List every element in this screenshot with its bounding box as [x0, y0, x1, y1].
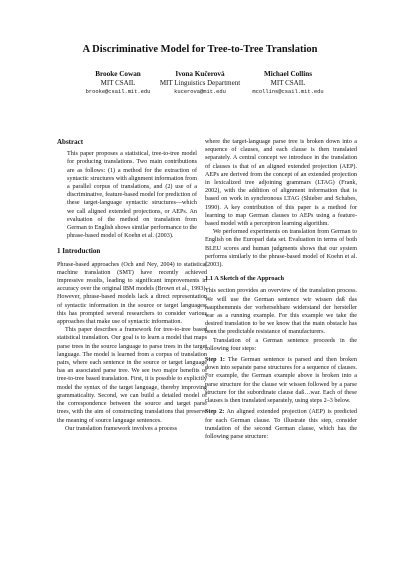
abstract-text: This paper proposes a statistical, tree-to-tree model for producing translations. Two main contributions are as follows: (1) a method for the extraction of syntactic structures with alignment information from a parallel corpus of translations, and (2) use of a discriminative, feature-based model for prediction of these target-language syntactic structures—which we call aligned extended projections, or AEPs. An evaluation of the method on translation from German to English shows similar performance to the phrase-based model of Koehn et al. (2003). — [67, 151, 197, 240]
paragraph: Phrase-based approaches (Och and Ney, 2004) to statistical machine translation (SMT) have recently achieved impressive results, leading to significant improvements in accuracy over the original IBM models (Brown et al., 1993). However, phrase-based models lack a direct representation of syntactic information in the source or target languages; this has prompted several researchers to consider various approaches that make use of syntactic information. — [57, 261, 207, 326]
author-email: mcollins@csail.mit.edu — [252, 89, 324, 95]
left-column — [57, 138, 207, 433]
step-paragraph — [205, 356, 357, 405]
paragraph: Translation of a German sentence proceeds in the following four steps: — [205, 337, 357, 352]
author-affiliation: MIT Linguistics Department — [159, 79, 241, 87]
author-name: Michael Collins — [263, 70, 313, 78]
subsection-heading: 1.1 A Sketch of the Approach — [205, 275, 285, 283]
author-affiliation: MIT CSAIL — [100, 79, 136, 87]
author-name: Ivona Kučerová — [175, 70, 225, 78]
right-column — [205, 138, 357, 441]
step-label: Step 1: — [205, 357, 225, 364]
author-name: Brooke Cowan — [95, 70, 141, 78]
abstract-heading: Abstract — [57, 138, 84, 146]
step-text: An aligned extended projection (AEP) is predicted for each German clause. To illustrate this step, consider translation of the second German clause, which has the following parse structure: — [205, 409, 357, 440]
paragraph: Our translation framework involves a process — [65, 425, 178, 432]
author-affiliation: MIT CSAIL — [270, 79, 306, 87]
author-block — [223, 70, 353, 97]
author-email: brooke@csail.mit.edu — [85, 89, 151, 95]
step-label: Step 2: — [205, 409, 225, 416]
paragraph: This paper describes a framework for tree-to-tree based statistical translation. Our goal is to learn a model that maps parse trees in the source language to parse trees in the target language. The model is learned from a corpus of translation pairs, where each sentence in the source or target language has an associated parse tree. We see two major benefits of tree-to-tree based translation. First, it is possible to explicitly model the syntax of the target language, thereby improving grammaticality. Second, we can build a detailed model of the correspondence between the source and target parse trees, with the aim of constructing translations that preserve the meaning of source language sentences. — [57, 327, 207, 424]
author-email: kucerova@mit.edu — [174, 89, 226, 95]
section-heading: 1 Introduction — [57, 247, 101, 256]
paragraph: This section provides an overview of the translation process. We will use the German sentence wir wissen daß das haupthemmnis der vorhersehbare widerstand der hersteller war as a running example. For this example we take the desired translation to be we know that the main obstacle has been the predictable resistance of manufacturers. — [205, 288, 357, 336]
paragraph: where the target-language parse tree is broken down into a sequence of clauses, and each clause is then translated separately. A central concept we introduce in the translation of clauses is that of an aligned extended projection (AEP). AEPs are derived from the concept of an extended projection in lexicalized tree adjoining grammars (LTAG) (Frank, 2002), with the addition of alignment information that is based on work in synchronous LTAG (Shieber and Schabes, 1990). A key contribution of this paper is a method for learning to map German clauses to AEPs using a feature-based model with a perceptron learning algorithm. — [205, 139, 357, 228]
paragraph: We performed experiments on translation from German to English on the Europarl data set. Evaluation in terms of both BLEU scores and human judgments shows that our system performs similarly to the phrase-based model of Koehn et al. (2003). — [205, 229, 357, 269]
step-text: The German sentence is parsed and then broken down into separate parse structures for a sequence of clauses. For example, the German example above is broken into a parse structure for the clause wir wissen followed by a parse structure for the subordinate clause daß…war. Each of these clauses is then translated separately, using steps 2–3 below. — [205, 357, 357, 405]
step-paragraph — [205, 408, 357, 441]
paper-title: A Discriminative Model for Tree-to-Tree Translation — [82, 44, 318, 55]
